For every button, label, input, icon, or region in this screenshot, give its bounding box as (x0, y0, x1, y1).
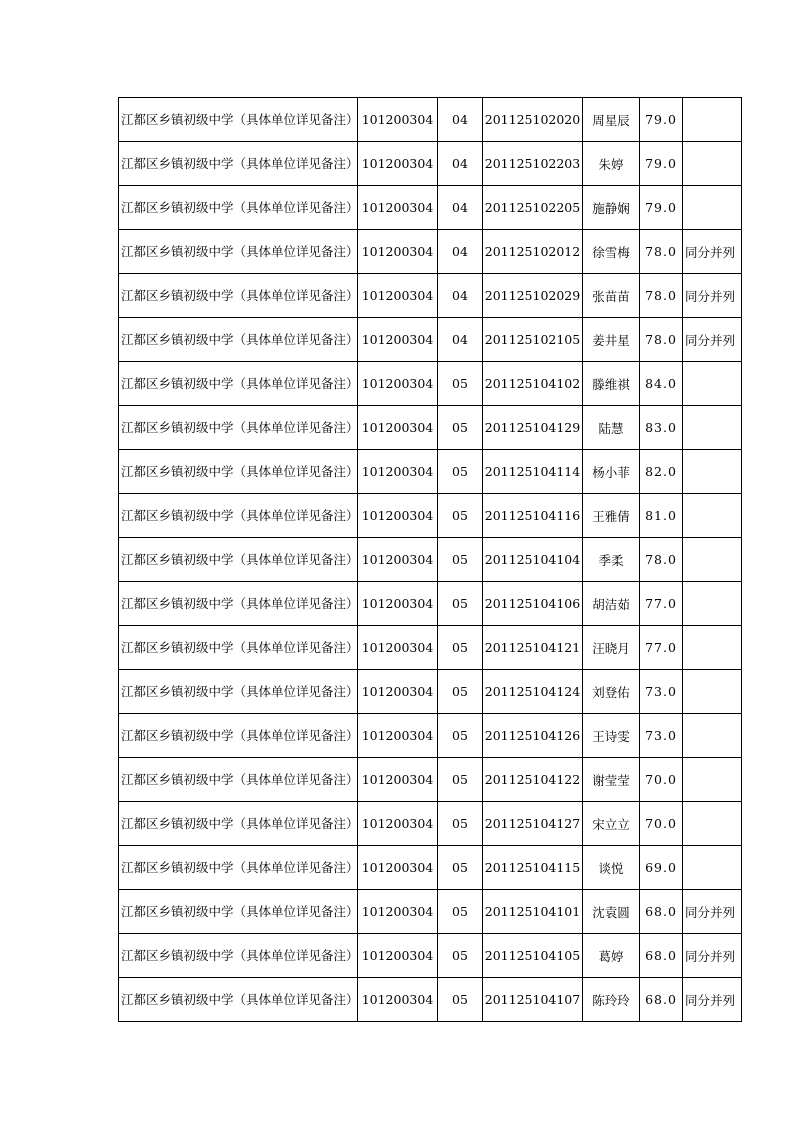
code-cell: 101200304 (358, 802, 438, 846)
position-cell: 05 (438, 582, 483, 626)
code-cell: 101200304 (358, 934, 438, 978)
code-cell: 101200304 (358, 142, 438, 186)
exam-number-cell: 201125104101 (483, 890, 583, 934)
position-cell: 05 (438, 538, 483, 582)
exam-number-cell: 201125104124 (483, 670, 583, 714)
note-cell (683, 98, 742, 142)
code-cell: 101200304 (358, 626, 438, 670)
exam-number-cell: 201125102105 (483, 318, 583, 362)
table-row (119, 890, 742, 934)
note-cell: 同分并列 (683, 934, 742, 978)
note-cell (683, 802, 742, 846)
unit-cell: 江都区乡镇初级中学（具体单位详见备注） (119, 626, 358, 670)
exam-number-cell: 201125104104 (483, 538, 583, 582)
position-cell: 05 (438, 406, 483, 450)
table-row (119, 714, 742, 758)
score-cell: 78.0 (640, 230, 683, 274)
unit-cell: 江都区乡镇初级中学（具体单位详见备注） (119, 978, 358, 1022)
exam-number-cell: 201125104102 (483, 362, 583, 406)
unit-cell: 江都区乡镇初级中学（具体单位详见备注） (119, 758, 358, 802)
score-cell: 68.0 (640, 934, 683, 978)
score-cell: 84.0 (640, 362, 683, 406)
score-cell: 73.0 (640, 670, 683, 714)
note-cell: 同分并列 (683, 318, 742, 362)
exam-number-cell: 201125104127 (483, 802, 583, 846)
score-cell: 83.0 (640, 406, 683, 450)
code-cell: 101200304 (358, 670, 438, 714)
code-cell: 101200304 (358, 450, 438, 494)
position-cell: 05 (438, 802, 483, 846)
code-cell: 101200304 (358, 494, 438, 538)
note-cell (683, 582, 742, 626)
note-cell (683, 626, 742, 670)
score-cell: 69.0 (640, 846, 683, 890)
table-row (119, 670, 742, 714)
table-row (119, 494, 742, 538)
code-cell: 101200304 (358, 978, 438, 1022)
score-cell: 79.0 (640, 98, 683, 142)
unit-cell: 江都区乡镇初级中学（具体单位详见备注） (119, 362, 358, 406)
position-cell: 05 (438, 758, 483, 802)
name-cell: 季柔 (583, 538, 640, 582)
position-cell: 05 (438, 626, 483, 670)
code-cell: 101200304 (358, 186, 438, 230)
unit-cell: 江都区乡镇初级中学（具体单位详见备注） (119, 714, 358, 758)
exam-number-cell: 201125104116 (483, 494, 583, 538)
table-row (119, 582, 742, 626)
table-row (119, 142, 742, 186)
name-cell: 张苗苗 (583, 274, 640, 318)
code-cell: 101200304 (358, 846, 438, 890)
position-cell: 05 (438, 362, 483, 406)
exam-number-cell: 201125104105 (483, 934, 583, 978)
score-cell: 82.0 (640, 450, 683, 494)
code-cell: 101200304 (358, 538, 438, 582)
name-cell: 滕维祺 (583, 362, 640, 406)
score-cell: 77.0 (640, 582, 683, 626)
table-row (119, 98, 742, 142)
exam-number-cell: 201125102012 (483, 230, 583, 274)
exam-number-cell: 201125102029 (483, 274, 583, 318)
note-cell (683, 186, 742, 230)
results-table-body (119, 98, 742, 1022)
exam-number-cell: 201125102203 (483, 142, 583, 186)
position-cell: 04 (438, 142, 483, 186)
note-cell (683, 142, 742, 186)
exam-number-cell: 201125104106 (483, 582, 583, 626)
name-cell: 胡洁茹 (583, 582, 640, 626)
position-cell: 05 (438, 934, 483, 978)
name-cell: 宋立立 (583, 802, 640, 846)
name-cell: 陈玲玲 (583, 978, 640, 1022)
unit-cell: 江都区乡镇初级中学（具体单位详见备注） (119, 274, 358, 318)
note-cell (683, 758, 742, 802)
exam-number-cell: 201125104121 (483, 626, 583, 670)
exam-number-cell: 201125104126 (483, 714, 583, 758)
unit-cell: 江都区乡镇初级中学（具体单位详见备注） (119, 318, 358, 362)
code-cell: 101200304 (358, 230, 438, 274)
note-cell (683, 362, 742, 406)
results-table (118, 97, 742, 1022)
position-cell: 05 (438, 846, 483, 890)
unit-cell: 江都区乡镇初级中学（具体单位详见备注） (119, 186, 358, 230)
position-cell: 04 (438, 98, 483, 142)
code-cell: 101200304 (358, 98, 438, 142)
name-cell: 周星辰 (583, 98, 640, 142)
unit-cell: 江都区乡镇初级中学（具体单位详见备注） (119, 230, 358, 274)
unit-cell: 江都区乡镇初级中学（具体单位详见备注） (119, 538, 358, 582)
name-cell: 杨小菲 (583, 450, 640, 494)
table-row (119, 318, 742, 362)
position-cell: 05 (438, 670, 483, 714)
score-cell: 77.0 (640, 626, 683, 670)
table-row (119, 846, 742, 890)
score-cell: 78.0 (640, 538, 683, 582)
table-row (119, 978, 742, 1022)
unit-cell: 江都区乡镇初级中学（具体单位详见备注） (119, 670, 358, 714)
name-cell: 葛婷 (583, 934, 640, 978)
score-cell: 70.0 (640, 802, 683, 846)
exam-number-cell: 201125102020 (483, 98, 583, 142)
exam-number-cell: 201125102205 (483, 186, 583, 230)
table-row (119, 230, 742, 274)
name-cell: 王诗雯 (583, 714, 640, 758)
exam-number-cell: 201125104115 (483, 846, 583, 890)
name-cell: 施静娴 (583, 186, 640, 230)
code-cell: 101200304 (358, 274, 438, 318)
position-cell: 04 (438, 186, 483, 230)
code-cell: 101200304 (358, 582, 438, 626)
score-cell: 68.0 (640, 978, 683, 1022)
table-row (119, 362, 742, 406)
table-row (119, 186, 742, 230)
note-cell: 同分并列 (683, 230, 742, 274)
unit-cell: 江都区乡镇初级中学（具体单位详见备注） (119, 802, 358, 846)
score-cell: 78.0 (640, 318, 683, 362)
score-cell: 81.0 (640, 494, 683, 538)
unit-cell: 江都区乡镇初级中学（具体单位详见备注） (119, 98, 358, 142)
table-row (119, 538, 742, 582)
table-row (119, 758, 742, 802)
note-cell (683, 450, 742, 494)
unit-cell: 江都区乡镇初级中学（具体单位详见备注） (119, 582, 358, 626)
code-cell: 101200304 (358, 318, 438, 362)
note-cell (683, 846, 742, 890)
name-cell: 朱婷 (583, 142, 640, 186)
name-cell: 刘登佑 (583, 670, 640, 714)
table-row (119, 626, 742, 670)
note-cell (683, 714, 742, 758)
unit-cell: 江都区乡镇初级中学（具体单位详见备注） (119, 450, 358, 494)
code-cell: 101200304 (358, 714, 438, 758)
name-cell: 沈袁圆 (583, 890, 640, 934)
code-cell: 101200304 (358, 758, 438, 802)
position-cell: 05 (438, 978, 483, 1022)
unit-cell: 江都区乡镇初级中学（具体单位详见备注） (119, 142, 358, 186)
exam-number-cell: 201125104107 (483, 978, 583, 1022)
unit-cell: 江都区乡镇初级中学（具体单位详见备注） (119, 846, 358, 890)
score-cell: 68.0 (640, 890, 683, 934)
note-cell: 同分并列 (683, 274, 742, 318)
table-row (119, 274, 742, 318)
note-cell (683, 406, 742, 450)
note-cell: 同分并列 (683, 978, 742, 1022)
position-cell: 05 (438, 450, 483, 494)
note-cell (683, 670, 742, 714)
score-cell: 79.0 (640, 142, 683, 186)
score-cell: 73.0 (640, 714, 683, 758)
exam-number-cell: 201125104129 (483, 406, 583, 450)
position-cell: 05 (438, 494, 483, 538)
note-cell (683, 538, 742, 582)
score-cell: 70.0 (640, 758, 683, 802)
unit-cell: 江都区乡镇初级中学（具体单位详见备注） (119, 406, 358, 450)
name-cell: 谈悦 (583, 846, 640, 890)
position-cell: 05 (438, 714, 483, 758)
name-cell: 姜井星 (583, 318, 640, 362)
name-cell: 陆慧 (583, 406, 640, 450)
note-cell (683, 494, 742, 538)
name-cell: 谢莹莹 (583, 758, 640, 802)
code-cell: 101200304 (358, 406, 438, 450)
position-cell: 05 (438, 890, 483, 934)
unit-cell: 江都区乡镇初级中学（具体单位详见备注） (119, 934, 358, 978)
score-cell: 79.0 (640, 186, 683, 230)
table-row (119, 406, 742, 450)
position-cell: 04 (438, 274, 483, 318)
exam-number-cell: 201125104122 (483, 758, 583, 802)
table-row (119, 450, 742, 494)
position-cell: 04 (438, 230, 483, 274)
code-cell: 101200304 (358, 890, 438, 934)
name-cell: 汪晓月 (583, 626, 640, 670)
name-cell: 徐雪梅 (583, 230, 640, 274)
position-cell: 04 (438, 318, 483, 362)
code-cell: 101200304 (358, 362, 438, 406)
score-cell: 78.0 (640, 274, 683, 318)
unit-cell: 江都区乡镇初级中学（具体单位详见备注） (119, 890, 358, 934)
note-cell: 同分并列 (683, 890, 742, 934)
table-row (119, 802, 742, 846)
table-row (119, 934, 742, 978)
name-cell: 王雅倩 (583, 494, 640, 538)
unit-cell: 江都区乡镇初级中学（具体单位详见备注） (119, 494, 358, 538)
exam-number-cell: 201125104114 (483, 450, 583, 494)
